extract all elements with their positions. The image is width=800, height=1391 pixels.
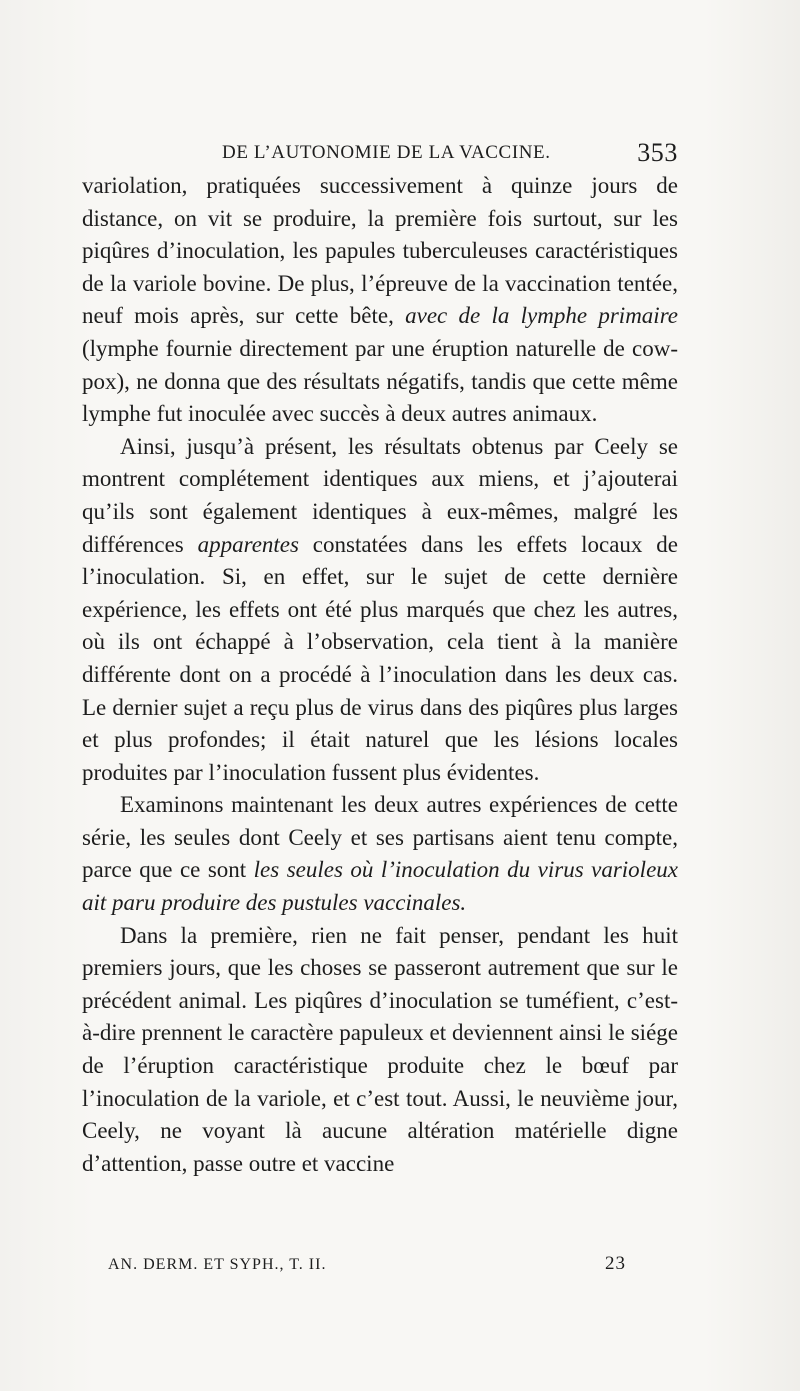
body-text bbox=[82, 170, 678, 1180]
printer-signature: AN. DERM. ET SYPH., T. II. bbox=[108, 1256, 327, 1273]
text-run: variolation, pratiquées successivement à quinze jours de distance, on vit se produire, la première fois surtout, sur les piqûres d’inoculation, les papules tuberculeuses caractéristiques de la variole bovine. De plus, l’épreuve de la vaccination tentée, neuf mois après, sur cette bête, bbox=[82, 173, 678, 329]
text-run: constatées dans les effets locaux de l’inoculation. Si, en effet, sur le sujet de cette dernière expérience, les effets ont été plus marqués que chez les autres, où ils ont échappé à l’observation, cela tient à la manière différente dont on a procédé à l’inoculation dans les deux cas. Le dernier sujet a reçu plus de virus dans des piqûres plus larges et plus profondes; il était naturel que les lésions locales produites par l’inoculation fussent plus évidentes. bbox=[82, 531, 678, 785]
text-run: (lymphe fournie directement par une éruption naturelle de cow-pox), ne donna que des résultats négatifs, tandis que cette même lymphe fut inoculée avec succès à deux autres animaux. bbox=[82, 335, 678, 427]
text-run: Examinons maintenant les deux autres expériences de cette série, les seules dont Ceely et ses partisans aient tenu compte, parce que ce sont bbox=[82, 792, 678, 883]
paragraph bbox=[82, 920, 678, 1181]
signature-number: 23 bbox=[605, 1253, 626, 1274]
paragraph bbox=[82, 431, 678, 790]
italic-run: les seules où l’inoculation du virus varioleux ait paru produire des pustules vaccinales. bbox=[82, 857, 678, 916]
page-number: 353 bbox=[637, 138, 678, 167]
text-run: Ainsi, jusqu’à présent, les résultats obtenus par Ceely se montrent complétement identiques aux miens, et j’ajouterai qu’ils sont également identiques à eux-mêmes, malgré les différences bbox=[82, 433, 678, 557]
page-header bbox=[222, 138, 678, 168]
italic-run: apparentes bbox=[197, 531, 299, 557]
page-footer bbox=[108, 1253, 626, 1279]
italic-run: avec de la lymphe primaire bbox=[405, 303, 678, 329]
paragraph bbox=[82, 789, 678, 919]
paragraph bbox=[82, 170, 678, 431]
running-head: DE L’AUTONOMIE DE LA VACCINE. bbox=[222, 142, 551, 163]
text-run: Dans la première, rien ne fait penser, pendant les huit premiers jours, que les choses se passeront autrement que sur le précédent animal. Les piqûres d’inoculation se tuméfient, c’est-à-dire prennent le caractère papuleux et deviennent ainsi le siége de l’éruption caractéristique produite chez le bœuf par l’inoculation de la variole, et c’est tout. Aussi, le neuvième jour, Ceely, ne voyant là aucune altération matérielle digne d’attention, passe outre et vaccine bbox=[82, 922, 678, 1176]
